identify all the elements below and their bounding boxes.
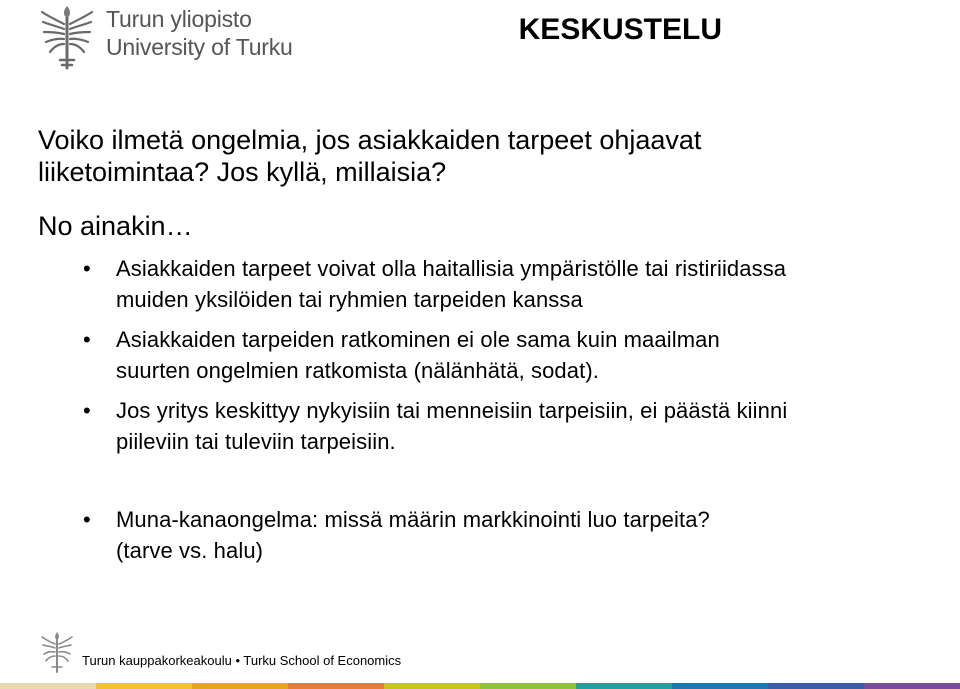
color-stripe-segment <box>768 683 864 689</box>
logo-line-english: University of Turku <box>106 34 293 60</box>
bullet-symbol: • <box>83 507 91 532</box>
color-stripe-segment <box>864 683 960 689</box>
color-stripe-segment <box>480 683 576 689</box>
bullet-line: Muna-kanaongelma: missä määrin markkinointi luo tarpeita? <box>116 507 710 532</box>
bullet-line: Asiakkaiden tarpeet voivat olla haitallisia ympäristölle tai ristiriidassa <box>116 256 787 281</box>
color-stripe-segment <box>0 683 96 689</box>
bullet-line: (tarve vs. halu) <box>116 538 264 563</box>
logo-line-finnish: Turun yliopisto <box>106 6 252 32</box>
question-line: liiketoimintaa? Jos kyllä, millaisia? <box>38 157 447 187</box>
bullet-symbol: • <box>83 256 91 281</box>
torch-emblem-icon <box>38 2 96 70</box>
color-stripe-segment <box>192 683 288 689</box>
color-stripe-bar <box>0 683 960 689</box>
bullet-line: suurten ongelmien ratkomista (nälänhätä, sodat). <box>116 358 599 383</box>
bullet-line: Asiakkaiden tarpeiden ratkominen ei ole sama kuin maailman <box>116 327 720 352</box>
university-logo <box>38 2 293 72</box>
color-stripe-segment <box>384 683 480 689</box>
footer-text: Turun kauppakorkeakoulu • Turku School of Economics <box>82 653 402 668</box>
bullet-line: Jos yritys keskittyy nykyisiin tai menneisiin tarpeisiin, ei päästä kiinni <box>116 398 788 423</box>
bullet-text <box>116 395 946 457</box>
bullet-text <box>116 253 946 315</box>
bullet-text <box>116 504 946 566</box>
slide-title: KESKUSTELU <box>518 13 722 46</box>
subheading: No ainakin… <box>38 211 193 241</box>
discussion-question <box>38 124 918 188</box>
logo-wordmark <box>106 5 293 61</box>
bullet-symbol: • <box>83 398 91 423</box>
question-line: Voiko ilmetä ongelmia, jos asiakkaiden tarpeet ohjaavat <box>38 125 702 155</box>
color-stripe-segment <box>576 683 672 689</box>
bullet-text <box>116 324 946 386</box>
color-stripe-segment <box>672 683 768 689</box>
bullet-line: piileviin tai tuleviin tarpeisiin. <box>116 429 396 454</box>
color-stripe-segment <box>288 683 384 689</box>
torch-emblem-small-icon <box>40 630 74 674</box>
bullet-line: muiden yksilöiden tai ryhmien tarpeiden kanssa <box>116 287 583 312</box>
color-stripe-segment <box>96 683 192 689</box>
bullet-symbol: • <box>83 327 91 352</box>
